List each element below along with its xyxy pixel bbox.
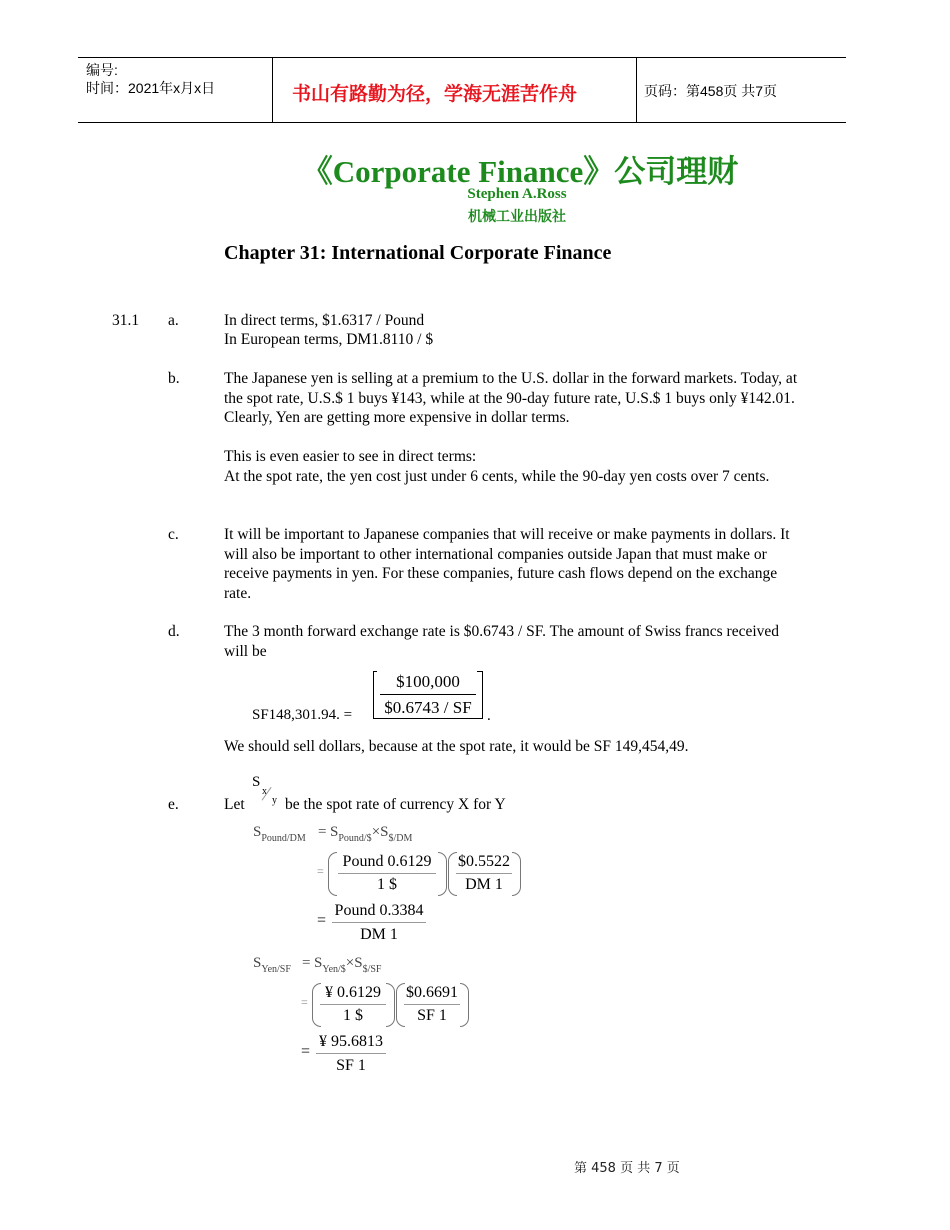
part-e-let-rest: be the spot rate of currency X for Y bbox=[285, 796, 506, 813]
eq1-lhs-subscript: Pound/DM bbox=[261, 833, 306, 844]
sym-S: S bbox=[252, 774, 261, 790]
part-e-let: Let bbox=[224, 796, 245, 813]
eq2-S2: S bbox=[314, 955, 323, 971]
eq1-eq2: = bbox=[317, 864, 324, 878]
part-b-para2-line1: This is even easier to see in direct terms: bbox=[224, 448, 477, 465]
motto: 书山有路勤为径，学海无涯苦作舟 bbox=[292, 83, 578, 105]
title-text: Corporate Finance bbox=[332, 154, 584, 189]
problem-number: 31.1 bbox=[112, 312, 140, 329]
time-label: 时间：2021年x月x日 bbox=[86, 80, 216, 96]
eq2-bar2 bbox=[404, 1004, 460, 1005]
part-a-label: a. bbox=[168, 312, 179, 329]
eq1-n1: Pound 0.6129 bbox=[342, 853, 432, 870]
eq-d-denominator: $0.6743 / SF bbox=[384, 698, 472, 717]
part-e-label: e. bbox=[168, 796, 179, 813]
part-b-para1: The Japanese yen is selling at a premium to the U.S. dollar in the forward markets. Today, at the spot rate, U.S.$ 1 buys ¥143, while at the 90-day future rate, U.S.$ 1 buys only ¥142.01. Clearly, Yen are getting more expensive in dollar terms. bbox=[224, 370, 798, 426]
eq1-d2: DM 1 bbox=[465, 876, 503, 893]
eq-d-numerator: $100,000 bbox=[396, 672, 460, 691]
eq2-times: × bbox=[345, 955, 355, 971]
eq1-bar3 bbox=[332, 922, 426, 923]
eq1-equals: = bbox=[318, 824, 327, 840]
eq2-lhs bbox=[253, 955, 291, 975]
eq1-times: × bbox=[371, 824, 381, 840]
eq2-rhs bbox=[314, 955, 382, 975]
eq1-eq3: = bbox=[317, 912, 327, 929]
part-c-label: c. bbox=[168, 526, 179, 543]
eq1-bar2 bbox=[456, 873, 512, 874]
title-close: 》 bbox=[583, 154, 615, 190]
part-b-para2-line2: At the spot rate, the yen cost just under 6 cents, while the 90-day yen costs over 7 cents. bbox=[224, 468, 770, 485]
eq2-bar3 bbox=[316, 1053, 386, 1054]
eq1-d1: 1 $ bbox=[377, 876, 397, 893]
eq2-d2: SF 1 bbox=[417, 1007, 447, 1024]
header-divider-1 bbox=[272, 57, 273, 122]
eq1-sub1: Pound/$ bbox=[338, 833, 372, 844]
sym-y: y bbox=[272, 795, 277, 806]
sym-x: x bbox=[262, 786, 267, 797]
eq2-sub2: $/SF bbox=[362, 964, 382, 975]
eq1-n2: $0.5522 bbox=[458, 853, 510, 870]
eq-d-end: . bbox=[487, 708, 491, 724]
eq1-bar1 bbox=[338, 873, 436, 874]
page-footer: 第 458 页 共 7 页 bbox=[574, 1161, 680, 1176]
eq1-S3: S bbox=[380, 824, 389, 840]
part-d-label: d. bbox=[168, 623, 180, 640]
page-info: 页码：第458页 共7页 bbox=[644, 83, 778, 99]
eq2-rd: SF 1 bbox=[336, 1057, 366, 1074]
eq1-rn: Pound 0.3384 bbox=[334, 902, 424, 919]
eq1-S: S bbox=[253, 824, 262, 840]
chapter-heading: Chapter 31: International Corporate Finance bbox=[224, 242, 612, 264]
part-c-para: It will be important to Japanese companies that will receive or make payments in dollars. It will also be important to other international companies outside Japan that must make or receive payments in yen. For these companies, future cash flows depend on the exchange rate. bbox=[224, 526, 790, 602]
book-title bbox=[0, 146, 950, 191]
author: Stephen A.Ross bbox=[467, 186, 567, 202]
serial-label: 编号: bbox=[86, 62, 118, 78]
eq2-d1: 1 $ bbox=[343, 1007, 363, 1024]
part-d-after: We should sell dollars, because at the spot rate, it would be SF 149,454,49. bbox=[224, 738, 689, 755]
eq2-equals: = bbox=[302, 955, 311, 971]
eq1-sub2: $/DM bbox=[388, 833, 413, 844]
eq2-paren-r2 bbox=[460, 983, 469, 1027]
eq2-sub1: Yen/$ bbox=[322, 964, 346, 975]
title-cn: 公司理财 bbox=[614, 154, 739, 190]
part-a-line2: In European terms, DM1.8110 / $ bbox=[224, 331, 434, 348]
eq2-eq3: = bbox=[301, 1043, 311, 1060]
title-open: 《 bbox=[301, 154, 333, 190]
eq2-S3: S bbox=[354, 955, 363, 971]
eq2-rn: ¥ 95.6813 bbox=[319, 1033, 383, 1050]
publisher: 机械工业出版社 bbox=[468, 209, 566, 225]
eq2-lhs-subscript: Yen/SF bbox=[261, 964, 291, 975]
eq1-S2: S bbox=[330, 824, 339, 840]
part-a-line1: In direct terms, $1.6317 / Pound bbox=[224, 312, 425, 329]
header-bottom-rule bbox=[78, 122, 846, 123]
eq2-n1: ¥ 0.6129 bbox=[325, 984, 381, 1001]
eq2-paren-r1 bbox=[386, 983, 395, 1027]
eq2-bar1 bbox=[320, 1004, 386, 1005]
header-divider-2 bbox=[636, 57, 637, 122]
eq-d-fraction-bar bbox=[380, 694, 476, 695]
eq1-paren-r2 bbox=[512, 852, 521, 896]
header-top-rule bbox=[78, 57, 846, 58]
eq-d-lhs: SF148,301.94. = bbox=[252, 707, 353, 723]
part-d-para: The 3 month forward exchange rate is $0.6743 / SF. The amount of Swiss francs received will be bbox=[224, 623, 780, 660]
eq2-n2: $0.6691 bbox=[406, 984, 458, 1001]
eq2-eq2: = bbox=[301, 995, 308, 1009]
eq1-rd: DM 1 bbox=[360, 926, 398, 943]
eq1-paren-r1 bbox=[438, 852, 447, 896]
eq1-rhs bbox=[330, 824, 413, 844]
part-b-label: b. bbox=[168, 370, 180, 387]
eq2-S: S bbox=[253, 955, 262, 971]
eq1-lhs bbox=[253, 824, 306, 844]
